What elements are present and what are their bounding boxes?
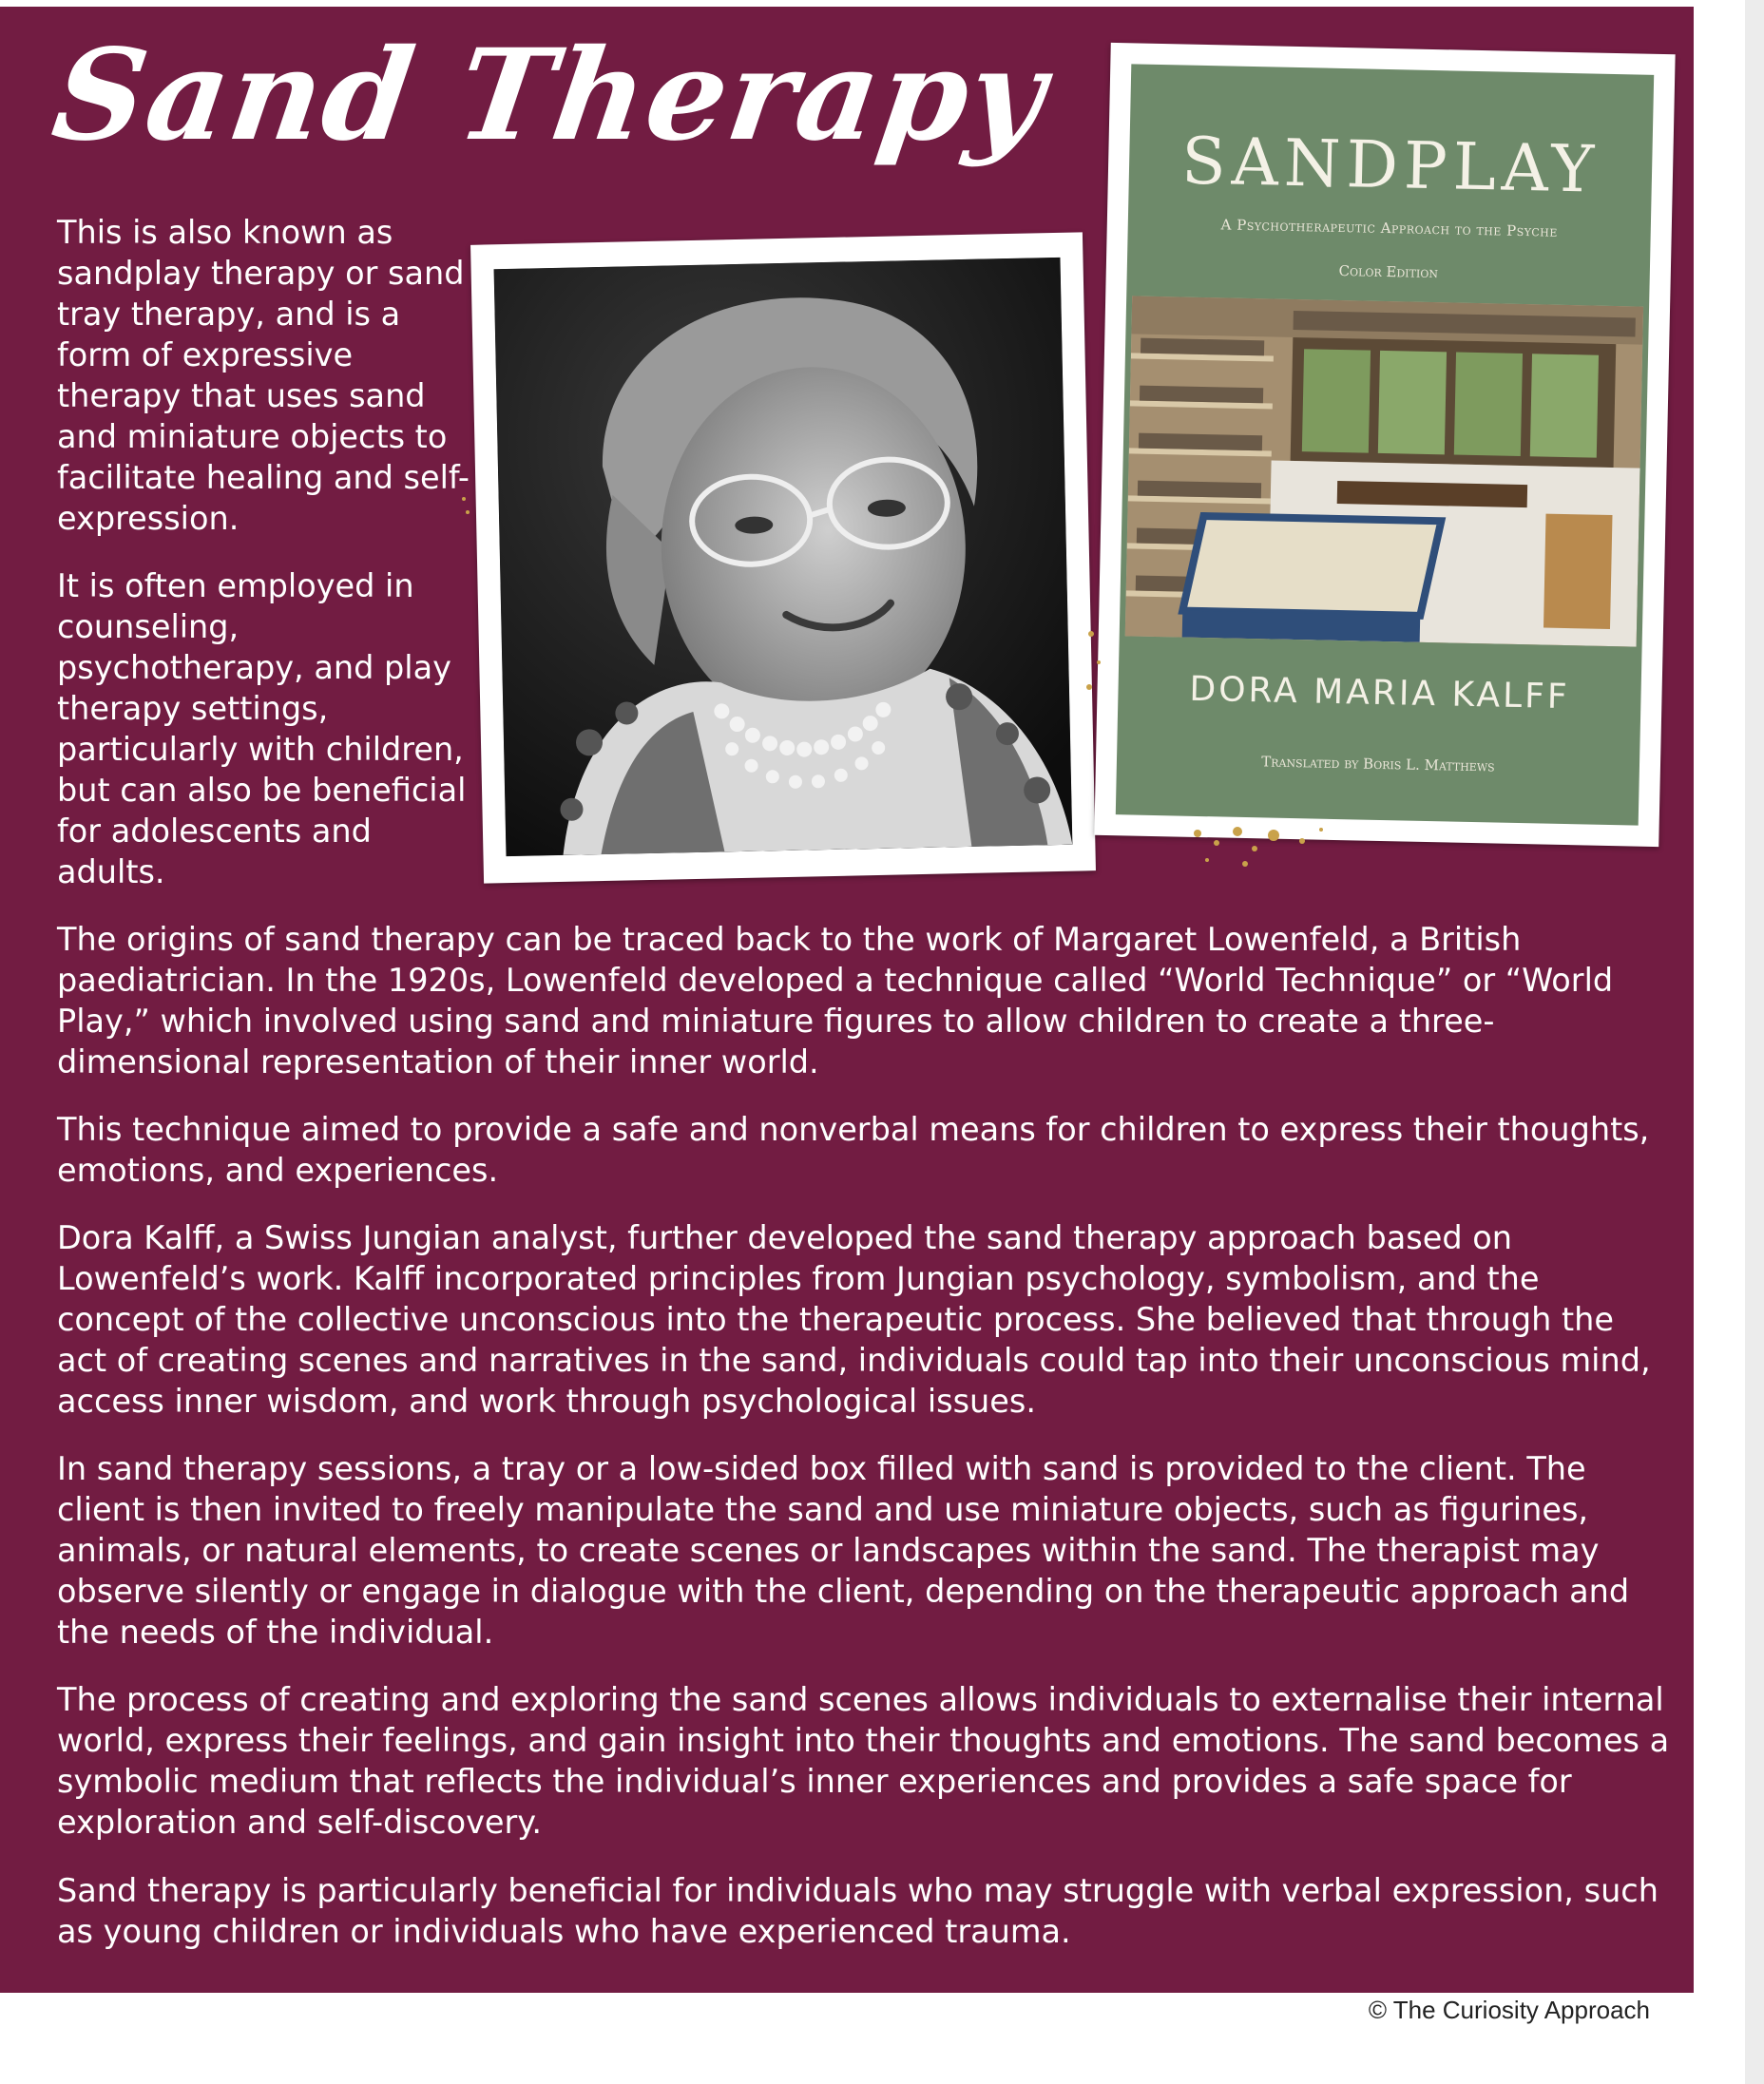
usage-paragraph: It is often employed in counseling, psychotherapy, and play therapy settings, particularly with children, but can also be beneficial for adolescents and adults. bbox=[57, 567, 467, 890]
sandplay-room-photo bbox=[1125, 296, 1643, 646]
page-title: Sand Therapy bbox=[45, 22, 1056, 169]
book-title: SANDPLAY bbox=[1180, 124, 1601, 208]
book-subtitle: A Psychotherapeutic Approach to the Psyche bbox=[1220, 216, 1559, 240]
intro-paragraph: This is also known as sandplay therapy or sand tray therapy, and is a form of expressive therapy that uses sand and miniature objects to facilitate healing and self-expression. bbox=[57, 214, 470, 537]
kalff-paragraph: Dora Kalff, a Swiss Jungian analyst, further developed the sand therapy approach based on Lowenfeld’s work. Kalff incorporated principles from Jungian psychology, symbolism, and the concept of the collective unconscious into the therapeutic process. She believed that through the act of creating scenes and narratives in the sand, individuals could tap into their unconscious mind, access inner wisdom, and work through psychological issues. bbox=[57, 1219, 1651, 1420]
portrait-photo-icon bbox=[494, 258, 1073, 856]
book-translator: Translated by Boris L. Matthews bbox=[1261, 753, 1495, 775]
gold-speckles-small bbox=[1082, 624, 1110, 700]
origins-paragraph: The origins of sand therapy can be traced back to the work of Margaret Lowenfeld, a British paediatrician. In the 1920s, Lowenfeld developed a technique called “World Technique” or “World Play,” which involved using sand and miniature figures to allow children to create a three-dimensional representation of their inner world. bbox=[57, 921, 1614, 1080]
sandplay-room-illustration bbox=[1125, 296, 1643, 646]
sessions-paragraph: In sand therapy sessions, a tray or a low-sided box filled with sand is provided to the client. The client is then invited to freely manipulate the sand and use miniature objects, such as figurines, animals, or natural elements, to create scenes or landscapes within the sand. The therapist may observe silently or engage in dialogue with the client, depending on the therapeutic approach and the needs of the individual. bbox=[57, 1450, 1630, 1651]
benefits-paragraph: Sand therapy is particularly beneficial for individuals who may struggle with verbal expression, such as young children or individuals who have experienced trauma. bbox=[57, 1872, 1659, 1950]
book-edition: Color Edition bbox=[1338, 261, 1439, 282]
book-cover-frame bbox=[1094, 43, 1675, 847]
copyright-notice: © The Curiosity Approach bbox=[1368, 1996, 1650, 2024]
process-paragraph: The process of creating and exploring the sand scenes allows individuals to externalise their internal world, express their feelings, and gain insight into their thoughts and emotions. The sand becomes a symbolic medium that reflects the individual’s inner experiences and provides a safe space for exploration and self-discovery. bbox=[57, 1681, 1670, 1841]
book-cover bbox=[1116, 64, 1654, 825]
book-author: DORA MARIA KALFF bbox=[1189, 669, 1570, 717]
page-margin-strip bbox=[1745, 0, 1764, 2084]
content-panel bbox=[0, 7, 1694, 1993]
gold-speckles bbox=[1179, 822, 1350, 879]
portrait-illustration bbox=[494, 258, 1073, 856]
portrait-photo-frame bbox=[470, 232, 1096, 883]
technique-paragraph: This technique aimed to provide a safe and nonverbal means for children to express their thoughts, emotions, and experiences. bbox=[57, 1111, 1650, 1189]
gold-speckles-tiny bbox=[456, 491, 475, 520]
